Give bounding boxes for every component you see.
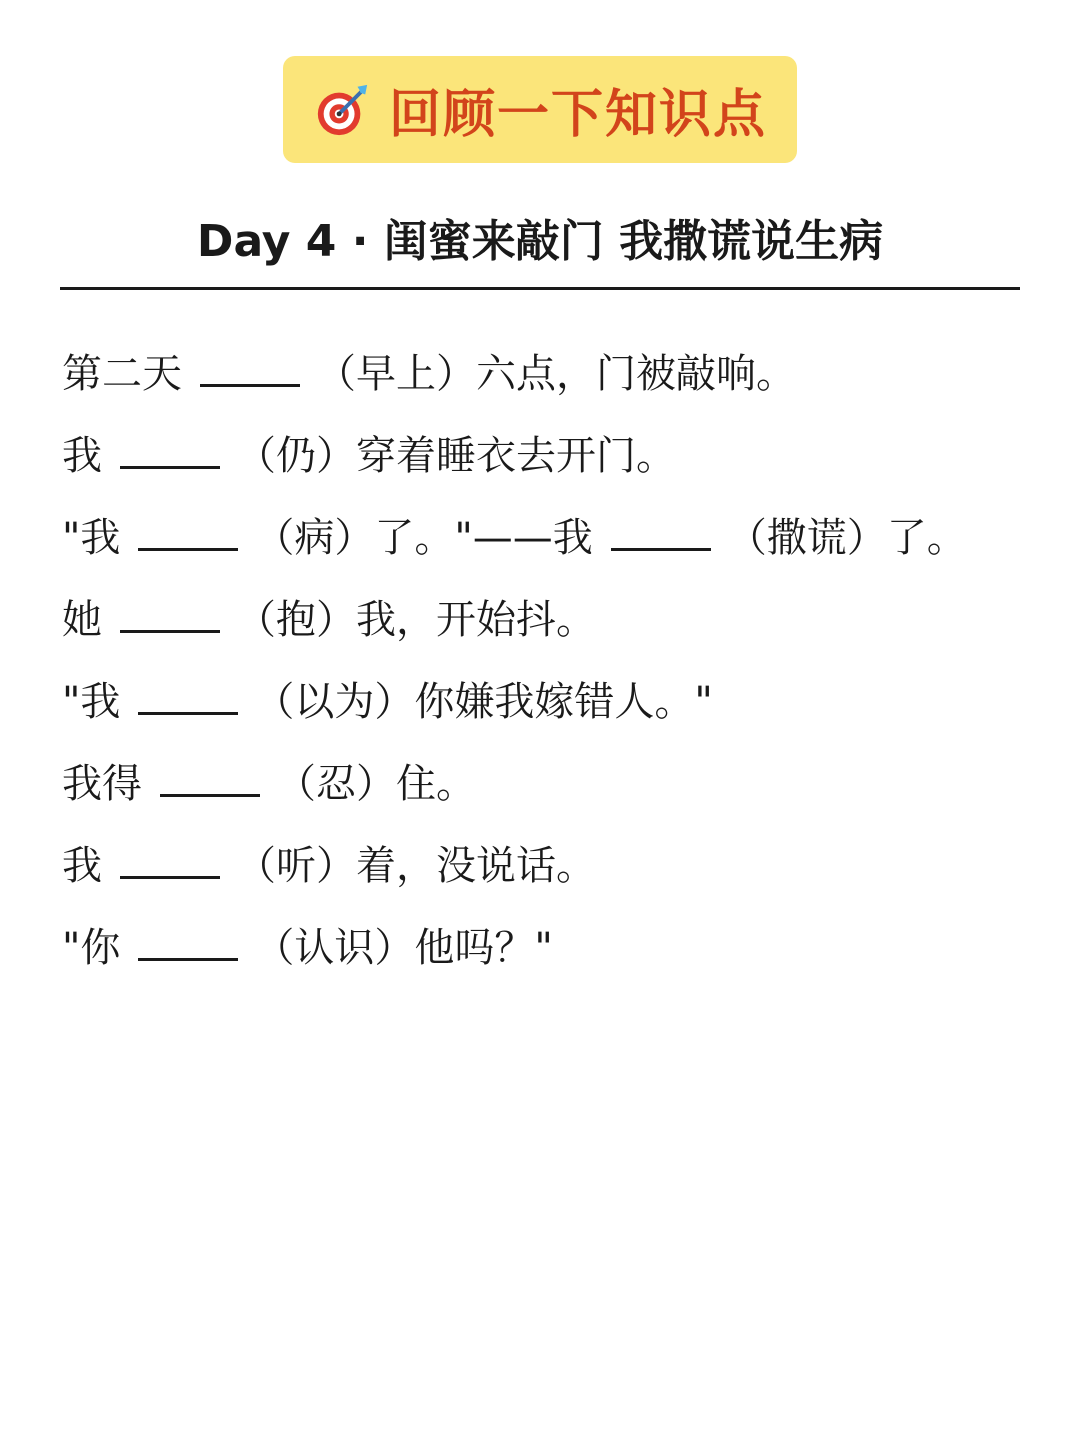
exercise-hint: （忍）住。 [276,761,476,807]
exercise-hint: （抱）我，开始抖。 [236,597,596,643]
exercise-line [62,509,1042,591]
exercise-line [62,837,1042,919]
exercise-hint: （早上）六点，门被敲响。 [316,351,796,397]
exercise-text: 第二天 [62,351,182,397]
exercise-text: "我 [62,515,121,561]
exercise-text: "我 [62,679,121,725]
exercise-line [62,345,1042,427]
exercise-hint: （病）了。"——我 [254,515,593,561]
exercise-text: 她 [62,597,102,643]
exercise-text: "你 [62,925,121,971]
fill-blank[interactable] [138,682,238,715]
title-badge [283,56,797,163]
exercise-line [62,427,1042,509]
fill-blank[interactable] [160,764,260,797]
exercise-hint: （撒谎）了。 [726,515,967,561]
page-title: 回顾一下知识点 [388,85,767,145]
exercise-line [62,673,1042,755]
fill-blank[interactable] [138,518,238,551]
exercise-list [62,345,1042,1001]
fill-blank[interactable] [120,436,220,469]
exercise-hint: （听）着，没说话。 [236,843,596,889]
exercise-text: 我 [62,433,102,479]
exercise-text: 我 [62,843,102,889]
fill-blank[interactable] [611,518,711,551]
exercise-text: 我得 [62,761,142,807]
fill-blank[interactable] [120,600,220,633]
fill-blank[interactable] [200,354,300,387]
exercise-line [62,591,1042,673]
lesson-subtitle: Day 4 · 闺蜜来敲门 我撒谎说生病 [196,216,884,267]
fill-blank[interactable] [120,846,220,879]
exercise-line [62,755,1042,837]
target-dart-icon [313,81,371,139]
divider [60,287,1020,290]
fill-blank[interactable] [138,928,238,961]
exercise-hint: （认识）他吗？" [254,925,553,971]
exercise-hint: （仍）穿着睡衣去开门。 [236,433,676,479]
exercise-line [62,919,1042,1001]
exercise-hint: （以为）你嫌我嫁错人。" [254,679,713,725]
